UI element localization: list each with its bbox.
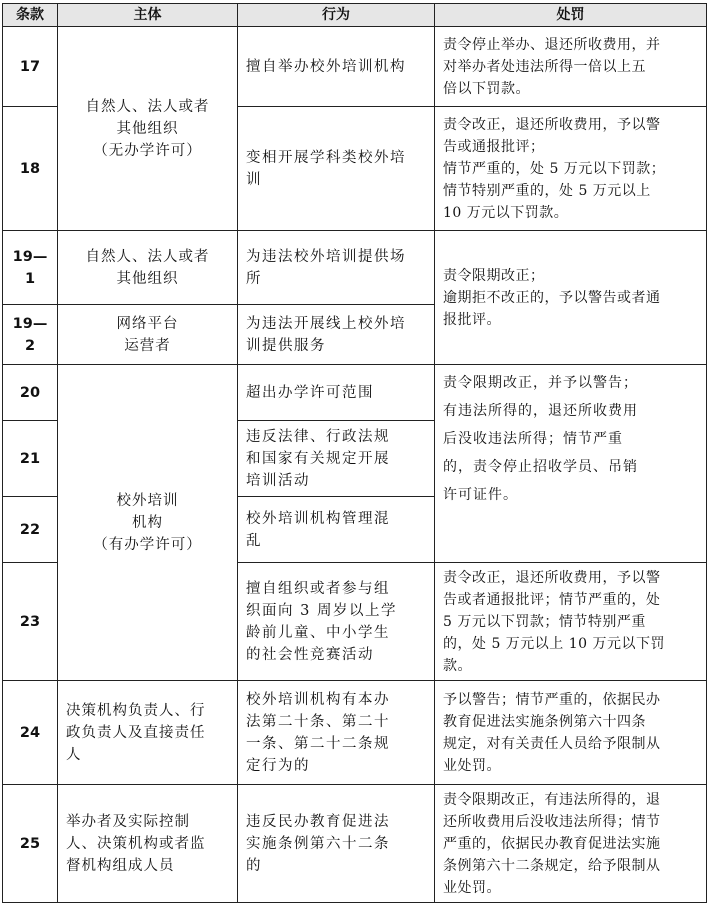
behavior-line: 超出办学许可范围 [246, 384, 374, 401]
behavior-20 [238, 365, 435, 421]
penalty-line: 逾期拒不改正的，予以警告或者通 [443, 289, 661, 306]
clause-20: 20 [3, 365, 58, 421]
behavior-line: 校外培训机构管理混 [246, 510, 390, 527]
table-row-24 [3, 681, 707, 785]
table-row-20 [3, 365, 707, 421]
behavior-line: 实施条例第六十二条 [246, 835, 390, 852]
penalty-line: 责令限期改正，有违法所得的，退 [443, 791, 661, 808]
penalty-line: 业处罚。 [443, 757, 501, 774]
clause-22: 22 [3, 497, 58, 563]
penalty-line: 情节严重的，处 5 万元以下罚款； [443, 160, 666, 177]
behavior-line: 训 [246, 171, 262, 188]
behavior-line: 为违法开展线上校外培 [246, 315, 406, 332]
behavior-17 [238, 27, 435, 107]
subject-line: 人、决策机构或者监 [66, 835, 206, 852]
clause-17: 17 [3, 27, 58, 107]
behavior-line: 定行为的 [246, 757, 310, 774]
penalty-25 [435, 785, 707, 903]
behavior-line: 擅自举办校外培训机构 [246, 58, 406, 75]
penalty-20-22 [435, 365, 707, 563]
table-row-19-1 [3, 231, 707, 305]
behavior-line: 龄前儿童、中小学生 [246, 624, 390, 641]
subject-line: 运营者 [124, 337, 171, 354]
behavior-line: 织面向 3 周岁以上学 [246, 602, 397, 619]
behavior-line: 为违法校外培训提供场 [246, 248, 406, 265]
behavior-23 [238, 563, 435, 681]
subject-24 [58, 681, 238, 785]
penalty-19 [435, 231, 707, 365]
clause-18: 18 [3, 107, 58, 231]
penalty-line: 业处罚。 [443, 879, 501, 896]
subject-line: 其他组织 [116, 270, 179, 287]
penalty-line: 严重的，依据民办教育促进法实施 [443, 835, 661, 852]
clause-19-1: 19—1 [3, 231, 58, 305]
behavior-line: 法第二十条、第二十 [246, 713, 390, 730]
subject-line: 网络平台 [116, 315, 179, 332]
subject-line: 决策机构负责人、行 [66, 702, 206, 719]
penalty-line: 还所收费用后没收违法所得；情节 [443, 813, 661, 830]
behavior-line: 所 [246, 270, 262, 287]
penalty-line: 教育促进法实施条例第六十四条 [443, 713, 646, 730]
penalty-line: 5 万元以下罚款；情节特别严重 [443, 613, 646, 630]
penalty-line: 责令改正，退还所收费用，予以警 [443, 569, 661, 586]
penalty-line: 的，责令停止招收学员、吊销 [443, 459, 638, 475]
penalty-line: 报批评。 [443, 311, 501, 328]
behavior-line: 的 [246, 857, 262, 874]
header-clause: 条款 [3, 4, 58, 27]
header-row [3, 4, 707, 27]
penalty-line: 责令改正，退还所收费用，予以警 [443, 116, 661, 133]
header-penalty: 处罚 [435, 4, 707, 27]
header-behavior: 行为 [238, 4, 435, 27]
behavior-line: 训提供服务 [246, 337, 326, 354]
penalty-line: 后没收违法所得；情节严重 [443, 431, 623, 447]
behavior-18 [238, 107, 435, 231]
behavior-21 [238, 421, 435, 497]
penalty-24 [435, 681, 707, 785]
behavior-line: 违反法律、行政法规 [246, 428, 390, 445]
behavior-line: 违反民办教育促进法 [246, 813, 390, 830]
table-row-25 [3, 785, 707, 903]
behavior-line: 变相开展学科类校外培 [246, 149, 406, 166]
penalty-18 [435, 107, 707, 231]
penalty-line: 10 万元以下罚款。 [443, 204, 569, 221]
penalty-line: 款。 [443, 657, 472, 674]
penalty-line: 条例第六十二条规定，给予限制从 [443, 857, 661, 874]
behavior-line: 培训活动 [246, 472, 310, 489]
clause-24: 24 [3, 681, 58, 785]
behavior-line: 一条、第二十二条规 [246, 735, 390, 752]
penalty-17 [435, 27, 707, 107]
penalty-line: 规定，对有关责任人员给予限制从 [443, 735, 661, 752]
behavior-25 [238, 785, 435, 903]
penalty-line: 予以警告；情节严重的，依据民办 [443, 691, 661, 708]
clause-23: 23 [3, 563, 58, 681]
subject-line: 机构 [132, 514, 163, 531]
clause-21: 21 [3, 421, 58, 497]
subject-line: 自然人、法人或者 [85, 248, 210, 265]
subject-line: 其他组织 [116, 120, 179, 137]
behavior-22 [238, 497, 435, 563]
penalty-line: 的，处 5 万元以上 10 万元以下罚 [443, 635, 666, 652]
subject-line: 自然人、法人或者 [85, 98, 210, 115]
penalty-line: 有违法所得的，退还所收费用 [443, 403, 638, 419]
penalty-line: 责令限期改正； [443, 267, 545, 284]
header-subject: 主体 [58, 4, 238, 27]
behavior-line: 和国家有关规定开展 [246, 450, 390, 467]
behavior-24 [238, 681, 435, 785]
behavior-line: 乱 [246, 532, 262, 549]
penalty-table [2, 3, 707, 903]
subject-line: （无办学许可） [93, 142, 202, 159]
subject-line: 政负责人及直接责任 [66, 724, 206, 741]
penalty-line: 责令停止举办、退还所收费用，并 [443, 36, 661, 53]
subject-line: 督机构组成人员 [66, 857, 175, 874]
penalty-23 [435, 563, 707, 681]
subject-licensed [58, 365, 238, 681]
behavior-19-2 [238, 305, 435, 365]
behavior-line: 的社会性竞赛活动 [246, 646, 374, 663]
subject-19-2 [58, 305, 238, 365]
clause-19-2: 19—2 [3, 305, 58, 365]
clause-25: 25 [3, 785, 58, 903]
subject-no-license [58, 27, 238, 231]
penalty-line: 倍以下罚款。 [443, 80, 530, 97]
penalty-line: 告或通报批评； [443, 138, 545, 155]
behavior-line: 擅自组织或者参与组 [246, 580, 390, 597]
subject-19-1 [58, 231, 238, 305]
penalty-line: 责令限期改正，并予以警告； [443, 375, 638, 391]
table-row-17 [3, 27, 707, 107]
subject-line: 校外培训 [116, 492, 179, 509]
penalty-line: 对举办者处违法所得一倍以上五 [443, 58, 646, 75]
subject-line: （有办学许可） [93, 536, 202, 553]
penalty-line: 告或者通报批评；情节严重的，处 [443, 591, 661, 608]
behavior-19-1 [238, 231, 435, 305]
subject-25 [58, 785, 238, 903]
subject-line: 举办者及实际控制 [66, 813, 190, 830]
penalty-line: 情节特别严重的，处 5 万元以上 [443, 182, 651, 199]
behavior-line: 校外培训机构有本办 [246, 691, 390, 708]
penalty-line: 许可证件。 [443, 487, 518, 503]
subject-line: 人 [66, 746, 82, 763]
